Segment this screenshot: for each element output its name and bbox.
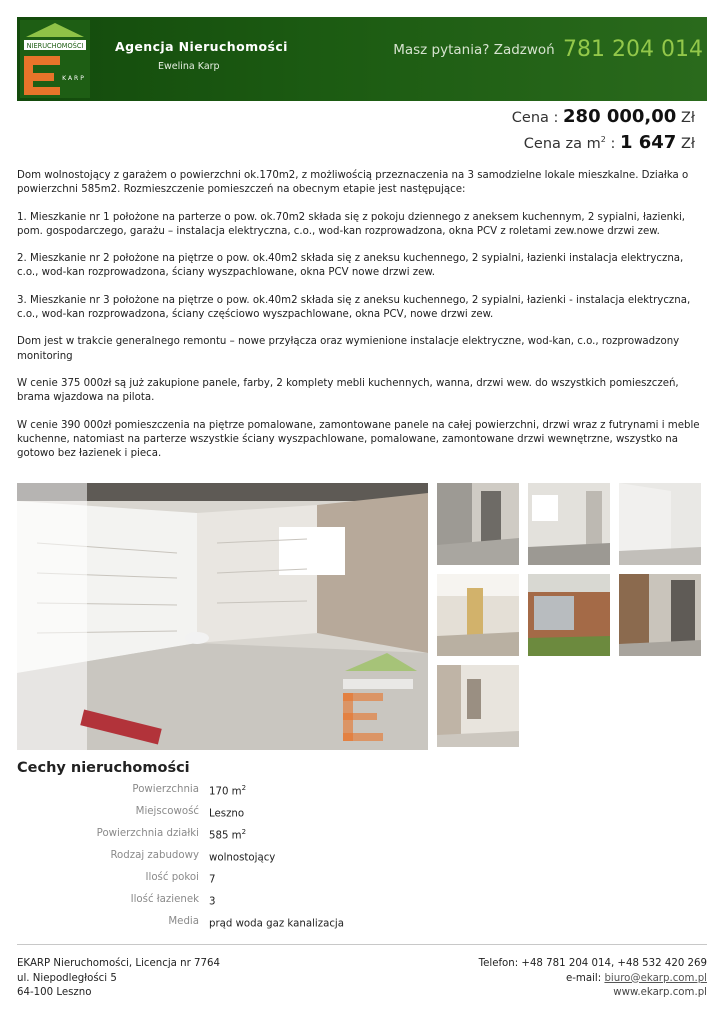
photo-thumbnail[interactable] (619, 574, 701, 656)
price-label: Cena : (511, 110, 559, 126)
features-title: Cechy nieruchomości (17, 760, 190, 776)
feature-label: Ilość pokoi (145, 872, 199, 883)
photo-thumbnail[interactable] (528, 483, 610, 565)
property-description (17, 169, 707, 474)
feature-label: Media (168, 916, 199, 927)
feature-value-sup: 2 (241, 784, 247, 792)
cta-text: Masz pytania? Zadzwoń (393, 42, 555, 58)
cta-phone[interactable]: 781 204 014 (563, 37, 703, 62)
website-link[interactable]: www.ekarp.com.pl (613, 987, 707, 998)
svg-text:NIERUCHOMOŚCI: NIERUCHOMOŚCI (26, 42, 84, 50)
description-paragraph: Dom wolnostojący z garażem o powierzchni ok.170m2, z możliwością przeznaczenia na 3 samodzielne lokale mieszkalne. Działka o powierzchni 585m2. Rozmieszczenie pomieszczeń na obecnym etapie jest następujące: (17, 170, 689, 196)
price (512, 106, 695, 127)
price-value: 280 000,00 (563, 106, 677, 127)
feature-value (209, 916, 344, 929)
feature-value (209, 784, 246, 797)
email-label: e-mail: (565, 972, 605, 984)
photo-thumbnail[interactable] (528, 574, 610, 656)
description-paragraph: W cenie 390 000zł pomieszczenia na piętrze pomalowane, zamontowane panele na całej powierzchni, drzwi wraz z futrynami i meble kuchenne, natomiast na parterze wszystkie ściany wyszpachlowane, pomalowane, zamontowane drzwi wewnętrzne, wszystko na gotowo bez łazienek i pieca. (17, 419, 700, 460)
price-per-m2-sep: : (605, 136, 616, 152)
feature-row (17, 784, 517, 800)
feature-value-text: 170 m (209, 786, 242, 798)
price-per-m2-value: 1 647 (619, 132, 677, 153)
description-paragraph: Dom jest w trakcie generalnego remontu – nowe przyłącza oraz wymienione instalacje elektryczne, wod-kan, c.o., rozprowadzony monitoring (17, 336, 680, 362)
photo-thumbnail[interactable] (437, 483, 519, 565)
feature-value (209, 806, 244, 819)
feature-value (209, 872, 215, 885)
price-per-m2-label: Cena za m (523, 136, 601, 152)
footer-address (17, 957, 220, 1001)
feature-label: Powierzchnia działki (96, 828, 199, 839)
feature-label: Powierzchnia (132, 784, 199, 795)
feature-row (17, 894, 517, 910)
price-currency: Zł (680, 110, 695, 126)
email-link[interactable]: biuro@ekarp.com.pl (604, 972, 707, 984)
feature-row (17, 916, 517, 932)
photo-thumbnail[interactable] (619, 483, 701, 565)
description-paragraph: 2. Mieszkanie nr 2 położone na piętrze o pow. ok.40m2 składa się z aneksu kuchennego, 2 sypialni, łazienki instalacja elektryczna, c.o., wod-kan rozprowadzona, ściany wyszpachlowane, okna PCV nowe drzwi zew. (17, 253, 684, 279)
agent-name: Ewelina Karp (158, 61, 220, 72)
footer-divider (17, 944, 707, 945)
street-address: ul. Niepodległości 5 (17, 972, 117, 984)
thumbnail-image (619, 483, 701, 565)
thumbnail-image (437, 574, 519, 656)
phone-numbers: Telefon: +48 781 204 014, +48 532 420 269 (478, 958, 707, 969)
contact-cta (393, 37, 703, 62)
svg-text:KARP: KARP (62, 75, 86, 82)
feature-row (17, 872, 517, 888)
description-paragraph: W cenie 375 000zł są już zakupione panele, farby, 2 komplety mebli kuchennych, wanna, drzwi wew. do wszystkich pomieszczeń, brama wjazdowa na pilota. (17, 377, 679, 404)
feature-row (17, 828, 517, 844)
main-photo-image (17, 483, 428, 750)
description-paragraph: 1. Mieszkanie nr 1 położone na parterze o pow. ok.70m2 składa się z pokoju dziennego z aneksem kuchennym, 2 sypialni, łazienki, pom. gospodarczego, garażu – instalacja elektryczna, c.o., wod-kan rozprowadzona, okna PCV z roletami zew.nowe drzwi zew. (17, 211, 686, 237)
feature-label: Ilość łazienek (130, 894, 199, 905)
feature-value (209, 828, 246, 841)
photo-thumbnail[interactable] (437, 665, 519, 747)
feature-value-text: prąd woda gaz kanalizacja (209, 918, 344, 930)
price-per-m2-currency: Zł (680, 136, 695, 152)
thumbnail-image (528, 483, 610, 565)
feature-value-text: 3 (209, 896, 216, 908)
ekarp-logo (20, 20, 90, 98)
feature-value-text: wolnostojący (209, 852, 276, 864)
feature-label: Miejscowość (135, 806, 199, 817)
feature-label: Rodzaj zabudowy (110, 850, 199, 861)
feature-value (209, 850, 275, 863)
feature-value-text: Leszno (209, 808, 245, 820)
description-paragraph: 3. Mieszkanie nr 3 położone na piętrze o pow. ok.40m2 składa się z aneksu kuchennego, 2 sypialni, łazienki - instalacja elektryczna, c.o., wod-kan rozprowadzona, ściany częściowo wyszpachlowane, okna PCV, nowe drzwi zew. (17, 294, 691, 321)
thumbnail-image (437, 665, 519, 747)
thumbnail-image (437, 483, 519, 565)
feature-row (17, 806, 517, 822)
price-per-m2-sup: 2 (600, 135, 606, 145)
price-per-m2 (524, 132, 695, 153)
main-photo[interactable] (17, 483, 428, 750)
photo-thumbnail[interactable] (437, 574, 519, 656)
feature-value-sup: 2 (241, 828, 247, 836)
email-line (479, 972, 707, 987)
feature-value-text: 585 m (209, 830, 242, 842)
thumbnail-image (619, 574, 701, 656)
feature-value-text: 7 (209, 874, 216, 886)
thumbnail-image (528, 574, 610, 656)
feature-row (17, 850, 517, 866)
company-name: EKARP Nieruchomości, Licencja nr 7764 (17, 958, 220, 969)
footer-contact (479, 957, 707, 1001)
agency-name: Agencja Nieruchomości (115, 39, 288, 54)
city-address: 64-100 Leszno (17, 987, 92, 998)
feature-value (209, 894, 215, 907)
header-banner (17, 17, 707, 101)
